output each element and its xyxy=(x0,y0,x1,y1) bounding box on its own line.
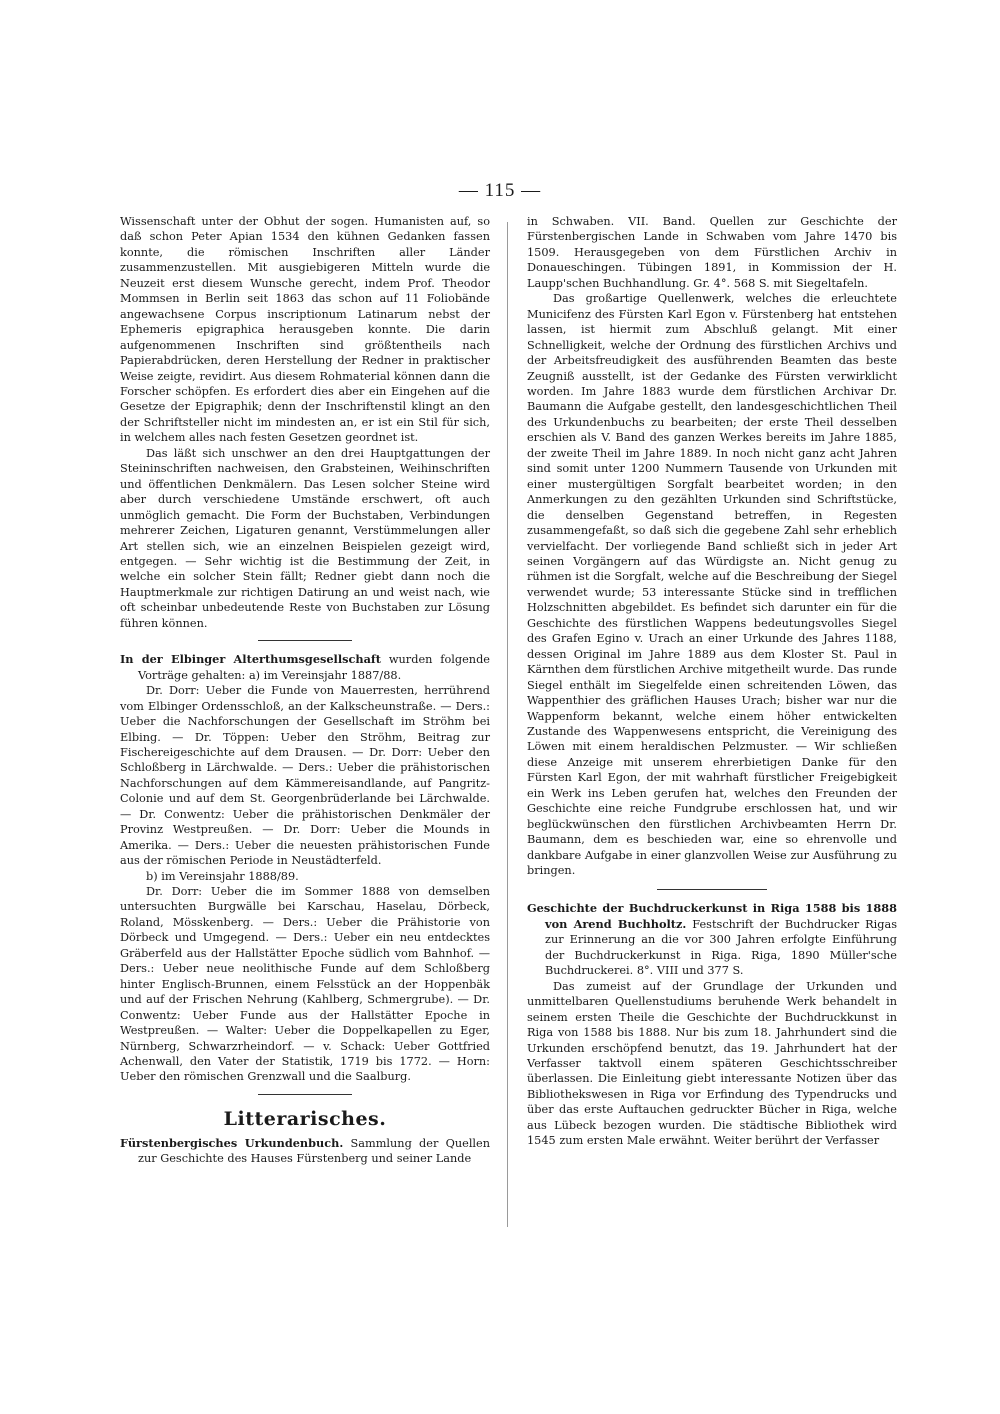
book-entry xyxy=(120,1136,490,1167)
left-column xyxy=(120,214,490,1167)
book-title: Fürstenbergisches Urkundenbuch. xyxy=(120,1135,344,1150)
paragraph: Das läßt sich unschwer an den drei Hauptgattungen der Steininschriften nachweisen, den Grabsteinen, Weihinschriften und öffentlichen Denkmälern. Das Lesen solcher Steine wird aber durch verschiedene Umstände erschwert, oft auch unmöglich gemacht. Die Form der Buchstaben, Verbindungen mehrerer Zeichen, Ligaturen genannt, Verstümmelungen aller Art stellen sich, wie an einzelnen Beispielen gezeigt wird, entgegen. — Sehr wichtig ist die Bestimmung der Zeit, in welche ein solcher Stein fällt; Redner giebt dann noch die Hauptmerkmale zur richtigen Datirung an und weist nach, wie oft scheinbar unbedeutende Reste von Buchstaben zur Lösung führen können. xyxy=(120,446,490,630)
right-column xyxy=(527,214,897,1149)
book-title: Geschichte der Buchdruckerkunst in Riga 1588 bis 1888 von Arend Buchholtz. xyxy=(527,901,897,931)
book-entry xyxy=(527,901,897,978)
paragraph: Wissenschaft unter der Obhut der sogen. Humanisten auf, so daß schon Peter Apian 1534 den kühnen Gedanken fassen konnte, die römischen Inschriften aller Länder zusammenzustellen. Mit ausgiebigeren Mitteln wurde die Neuzeit erst diesem Wunsche gerecht, indem Prof. Theodor Mommsen in Berlin seit 1863 das schon auf 11 Foliobände angewachsene Corpus inscriptionum Latinarum nebst der Ephemeris epigraphica herausgeben konnte. Die darin aufgenommenen Inschriften sind größtentheils nach Papierabdrücken, deren Herstellung der Redner in praktischer Weise zeigte, revidirt. Aus diesem Rohmaterial können dann die Forscher schöpfen. Es erfordert dies aber ein Eingehen auf die Gesetze der Epigraphik; denn der Inschriftenstil klingt an den der Schriftsteller nicht im mindesten an, er ist ein Stil für sich, in welchem alles nach festen Gesetzen geordnet ist. xyxy=(120,215,490,445)
paragraph: Dr. Dorr: Ueber die Funde von Mauerresten, herrührend vom Elbinger Ordensschloß, an der Kalkscheunstraße. — Ders.: Ueber die Nachforschungen der Gesellschaft im Ströhm bei Elbing. — Dr. Töppen: Ueber den Ströhm, Beitrag zur Fischereigeschichte auf dem Drausen. — Dr. Dorr: Ueber den Schloßberg in Lärchwalde. — Ders.: Ueber die prähistorischen Nachforschungen auf dem Kämmereisandlande, auf Pangritz-Colonie und auf dem St. Georgenbrüderlande bei Lärchwalde. — Dr. Conwentz: Ueber die prähistorischen Denkmäler der Provinz Westpreußen. — Dr. Dorr: Ueber die Mounds in Amerika. — Ders.: Ueber die neuesten prähistorischen Funde aus der römischen Periode in Neustädterfeld. xyxy=(120,684,490,868)
book-description: Festschrift der Buchdrucker Rigas zur Erinnerung an die vor 300 Jahren erfolgte Einführung der Buchdruckerkunst in Riga. Riga, 1890 Müller'sche Buchdruckerei. 8°. VIII und 377 S. xyxy=(545,917,897,978)
elbing-entry xyxy=(120,652,490,683)
separator-line xyxy=(258,640,352,641)
paragraph: Dr. Dorr: Ueber die im Sommer 1888 von demselben untersuchten Burgwälle bei Karschau, Haselau, Dörbeck, Roland, Mösskenberg. — Ders.: Ueber die Prähistorie von Dörbeck und Umgegend. — Ders.: Ueber ein neu entdecktes Gräberfeld aus der Hallstätter Epoche südlich vom Bahnhof. — Ders.: Ueber neue neolithische Funde auf dem Schloßberg hinter Englisch-Brunnen, einem Felsstück an der Hoppenbäk und auf der Frischen Nehrung (Kahlberg, Schmergrube). — Dr. Conwentz: Ueber Funde aus der Hallstätter Epoche in Westpreußen. — Walter: Ueber die Doppelkapellen zu Eger, Nürnberg, Schwarzrheindorf. — v. Schack: Ueber Gottfried Achenwall, den Vater der Statistik, 1719 bis 1772. — Horn: Ueber den römischen Grenzwall und die Saalburg. xyxy=(120,885,490,1084)
section-heading: Litterarisches. xyxy=(223,1107,387,1130)
separator-line xyxy=(657,889,767,890)
elbing-heading: In der Elbinger Alterthumsgesellschaft xyxy=(120,652,381,667)
paragraph: in Schwaben. VII. Band. Quellen zur Geschichte der Fürstenbergischen Lande in Schwaben vom Jahre 1470 bis 1509. Herausgegeben von dem Fürstlichen Archiv in Donaueschingen. Tübingen 1891, in Kommission der H. Laupp'schen Buchhandlung. Gr. 4°. 568 S. mit Siegeltafeln. xyxy=(527,215,897,290)
paragraph: Das zumeist auf der Grundlage der Urkunden und unmittelbaren Quellenstudiums beruhende Werk behandelt in seinem ersten Theile die Geschichte der Buchdruckkunst in Riga von 1588 bis 1888. Nur bis zum 18. Jahrhundert sind die Urkunden erschöpfend benutzt, das 19. Jahrhundert hat der Verfasser taktvoll einem späteren Geschichtsschreiber überlassen. Die Einleitung giebt interessante Notizen über das Bibliothekswesen in Riga vor Erfindung des Typendrucks und über das erste Auftauchen gedruckter Bücher in Riga, welche aus Lübeck bezogen wurden. Die städtische Bibliothek wird 1545 zum ersten Male erwähnt. Weiter berührt der Verfasser xyxy=(527,979,897,1148)
paragraph: b) im Vereinsjahr 1888/89. xyxy=(146,869,299,883)
column-divider xyxy=(507,222,508,1227)
paragraph: Das großartige Quellenwerk, welches die erleuchtete Municifenz des Fürsten Karl Egon v. Fürstenberg hat entstehen lassen, ist hiermit zum Abschluß gelangt. Mit einer Schnelligkeit, welche der Ordnung des fürstlichen Archivs und der Arbeitsfreudigkeit des ausführenden Beamten das beste Zeugniß ausstellt, ist der Gedanke des Fürsten verwirklicht worden. Im Jahre 1883 wurde dem fürstlichen Archivar Dr. Baumann die Aufgabe gestellt, den landesgeschichtlichen Theil des Urkundenbuchs zu bearbeiten; der erste Theil desselben erschien als V. Band des ganzen Werkes bereits im Jahre 1885, der zweite Theil im Jahre 1889. In noch nicht ganz acht Jahren sind somit unter 1200 Nummern Tausende von Urkunden mit einer mustergültigen Sorgfalt bearbeitet worden; in den Anmerkungen zu den gezählten Urkunden sind Schriftstücke, die denselben Gegenstand betreffen, in Regesten zusammengefaßt, so daß sich die gegebene Zahl sehr erheblich vervielfacht. Der vorliegende Band schließt sich in jeder Art seinen Vorgängern auf das Würdigste an. Nicht genug zu rühmen ist die Sorgfalt, welche auf die Beschreibung der Siegel verwendet wurde; 53 interessante Stücke sind in trefflichen Holzschnitten abgebildet. Es befindet sich darunter ein für die Geschichte des fürstlichen Wappens bedeutungsvolles Siegel des Grafen Egino v. Urach an einer Urkunde des Jahres 1188, dessen Original im Jahre 1889 aus dem Kloster St. Paul in Kärnthen dem fürstlichen Archive mitgetheilt wurde. Das runde Siegel enthält im Siegelfelde einen schreitenden Löwen, das Wappenthier des gräflichen Hauses Urach; bisher war nur die Wappenform bekannt, welche einem höher entwickelten Zustande des Wappenwesens entspricht, die Vereinigung des Löwen mit einem heraldischen Pelzmuster. — Wir schließen diese Anzeige mit unserem ehrerbietigen Danke für den Fürsten Karl Egon, der mit wahrhaft fürstlicher Freigebigkeit ein Werk ins Leben gerufen hat, welches den Freunden der Geschichte eine reiche Fundgrube erschlossen hat, und wir beglückwünschen den fürstlichen Archivbeamten Herrn Dr. Baumann, dem es beschieden war, eine so ehrenvolle und dankbare Aufgabe in einer glanzvollen Weise zur Ausführung zu bringen. xyxy=(527,292,897,878)
separator-line xyxy=(258,1094,352,1095)
page-number: — 115 — xyxy=(458,180,542,201)
book-description: Sammlung der Quellen zur Geschichte des Hauses Fürstenberg und seiner Lande xyxy=(138,1136,491,1166)
elbing-intro: wurden folgende Vorträge gehalten: a) im Vereinsjahr 1887/88. xyxy=(138,653,490,682)
